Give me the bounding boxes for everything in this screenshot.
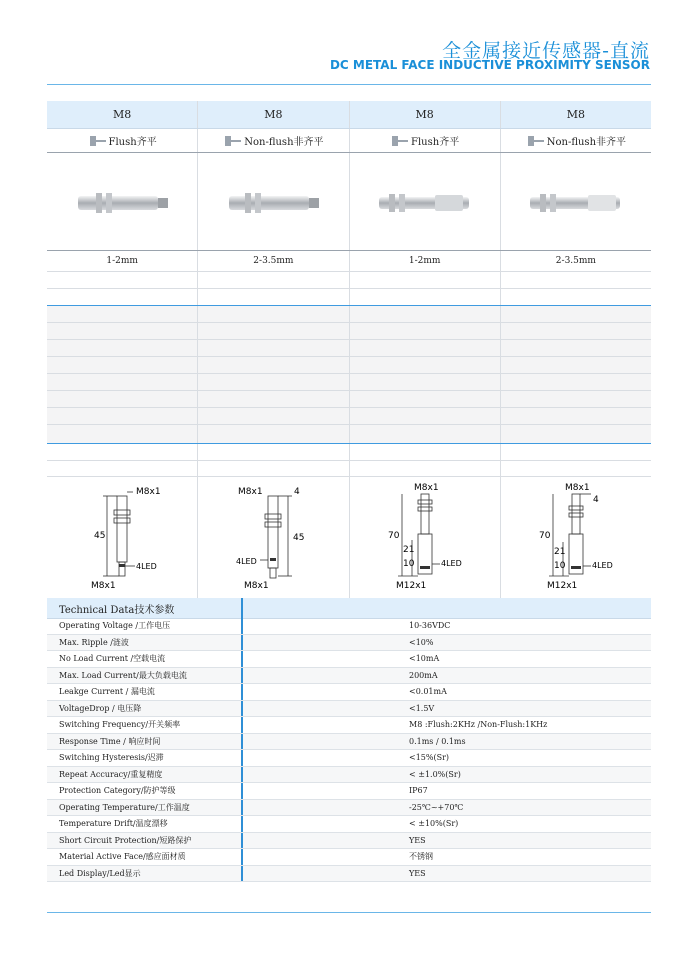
empty-row (47, 272, 651, 289)
tech-data-row (47, 635, 651, 652)
tech-data-label: Protection Category/防护等级 (47, 783, 243, 799)
tech-data-title: Technical Data技术参数 (47, 598, 243, 618)
flush-symbol-icon (390, 135, 408, 147)
tech-data-label: Response Time / 响应时间 (47, 734, 243, 750)
svg-text:4: 4 (294, 487, 301, 497)
tech-data-value: < ±10%(Sr) (409, 819, 459, 829)
svg-text:21: 21 (553, 547, 566, 557)
svg-text:M8x1: M8x1 (136, 487, 161, 497)
distance-cell: 1-2mm (350, 251, 501, 271)
svg-text:4LED: 4LED (136, 562, 157, 571)
svg-text:M8x1: M8x1 (91, 581, 116, 591)
tech-data-row (47, 750, 651, 767)
dimension-drawing-icon (198, 480, 348, 595)
svg-text:21: 21 (402, 545, 415, 555)
tech-data-label: Switching Hysteresis/迟滞 (47, 750, 243, 766)
tech-data-row (47, 783, 651, 800)
tech-data-label: Operating Temperature/工作温度 (47, 800, 243, 816)
sensor-image-icon (72, 182, 172, 222)
distance-row (47, 251, 651, 272)
tech-data-row (47, 866, 651, 883)
gray-rows (47, 306, 651, 443)
product-grid (47, 101, 651, 598)
svg-text:M12x1: M12x1 (546, 581, 578, 591)
tech-data-row (47, 849, 651, 866)
tech-data-label: No Load Current /空载电流 (47, 651, 243, 667)
sensor-image-icon (223, 182, 323, 222)
tech-data-label: Operating Voltage /工作电压 (47, 618, 243, 634)
tech-data-label: Short Circuit Protection/短路保护 (47, 833, 243, 849)
flush-symbol-icon (88, 135, 106, 147)
tech-data-value: <1.5V (409, 703, 435, 713)
type-cell (198, 129, 349, 152)
page-title-cn: 全金属接近传感器-直流 (442, 40, 650, 62)
svg-text:M12x1: M12x1 (395, 581, 426, 591)
tech-data-value: <10mA (409, 654, 440, 664)
tech-data-row (47, 717, 651, 734)
tech-data-label: Switching Frequency/开关频率 (47, 717, 243, 733)
tech-data-row (47, 816, 651, 833)
svg-text:4LED: 4LED (440, 559, 462, 568)
tech-data-value: 200mA (409, 670, 438, 680)
tech-data-value: M8 :Flush:2KHz /Non-Flush:1KHz (409, 720, 548, 730)
tech-data-label: Led Display/Led显示 (47, 866, 243, 882)
dimension-drawing (198, 477, 349, 598)
dimension-drawing-icon (350, 480, 500, 595)
sensor-image-icon (526, 182, 626, 222)
svg-text:M8x1: M8x1 (238, 487, 263, 497)
tech-data-value: <15%(Sr) (409, 753, 450, 763)
tech-data-value: YES (409, 835, 426, 845)
nonflush-symbol-icon (223, 135, 241, 147)
dimension-drawing (501, 477, 651, 598)
model-cell: M8 (198, 101, 349, 128)
dimension-drawing (47, 477, 198, 598)
dimension-drawing (350, 477, 501, 598)
svg-text:10: 10 (402, 559, 415, 569)
drawing-row (47, 477, 651, 598)
type-cell (501, 129, 651, 152)
tech-data-value: <10% (409, 637, 434, 647)
tech-data-label: VoltageDrop / 电压降 (47, 701, 243, 717)
tech-data-row (47, 668, 651, 685)
tech-data-row (47, 767, 651, 784)
type-cell (47, 129, 198, 152)
svg-text:M8x1: M8x1 (564, 483, 590, 493)
svg-text:45: 45 (94, 531, 106, 541)
model-cell: M8 (566, 108, 585, 121)
svg-text:4LED: 4LED (591, 561, 613, 570)
dimension-drawing-icon (47, 480, 197, 595)
tech-data-row (47, 618, 651, 635)
tech-data-row (47, 833, 651, 850)
empty-row (47, 289, 651, 305)
distance-cell: 2-3.5mm (555, 256, 596, 266)
header-divider (47, 84, 651, 85)
dimension-drawing-icon (501, 480, 651, 595)
svg-text:70: 70 (387, 531, 400, 541)
tech-data-header (47, 598, 651, 619)
model-row (47, 101, 651, 129)
distance-cell: 1-2mm (47, 251, 198, 271)
model-cell: M8 (350, 101, 501, 128)
tech-data-row (47, 684, 651, 701)
svg-text:M8x1: M8x1 (244, 581, 269, 591)
sensor-photo (501, 153, 651, 250)
sensor-photo (47, 153, 198, 250)
type-label: Flush齐平 (411, 137, 460, 148)
svg-text:M8x1: M8x1 (413, 483, 439, 493)
footer-divider (47, 912, 651, 913)
svg-text:45: 45 (293, 533, 305, 543)
tech-data-value: -25℃~+70℃ (409, 802, 464, 812)
tech-data-row (47, 651, 651, 668)
tech-data-label: Repeat Accuracy/重复精度 (47, 767, 243, 783)
tech-data-label: Leakge Current / 漏电流 (47, 684, 243, 700)
model-cell: M8 (47, 101, 198, 128)
page-title-en: DC METAL FACE INDUCTIVE PROXIMITY SENSOR (329, 58, 650, 72)
distance-cell: 2-3.5mm (198, 251, 349, 271)
type-label: Non-flush非齐平 (546, 137, 627, 148)
tech-data-value: 10-36VDC (409, 621, 451, 631)
tech-data-row (47, 800, 651, 817)
tech-data-value: IP67 (409, 786, 428, 796)
svg-text:4: 4 (592, 495, 599, 505)
svg-text:10: 10 (553, 561, 566, 571)
tech-data-value: < ±1.0%(Sr) (409, 769, 461, 779)
tech-data-row (47, 701, 651, 718)
tech-data-value: 不锈钢 (409, 852, 433, 862)
svg-text:70: 70 (538, 531, 551, 541)
tech-data-table (47, 618, 651, 882)
tech-data-value: 0.1ms / 0.1ms (409, 736, 466, 746)
tech-data-row (47, 734, 651, 751)
tech-data-value: <0.01mA (409, 687, 447, 697)
tech-data-value: YES (409, 868, 426, 878)
svg-text:4LED: 4LED (236, 557, 258, 566)
sensor-photo (198, 153, 349, 250)
tech-data-label: Material Active Face/感应面材质 (47, 849, 243, 865)
tech-data-label: Max. Load Current/最大负载电流 (47, 668, 243, 684)
tech-data-label: Max. Ripple /涟波 (47, 635, 243, 651)
type-label: Non-flush非齐平 (244, 137, 324, 148)
photo-row (47, 153, 651, 251)
nonflush-symbol-icon (526, 135, 544, 147)
type-label: Flush齐平 (108, 137, 157, 148)
tech-data-label: Temperature Drift/温度漂移 (47, 816, 243, 832)
sensor-image-icon (375, 182, 475, 222)
type-row (47, 129, 651, 153)
sensor-photo (350, 153, 501, 250)
type-cell (350, 129, 501, 152)
